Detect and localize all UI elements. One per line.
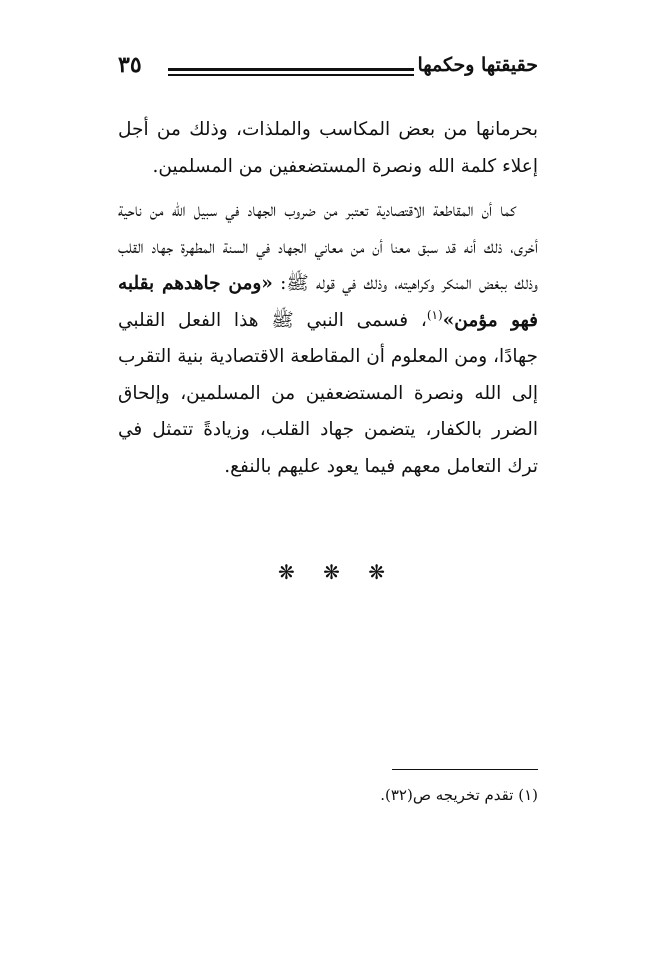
paragraph-1: بحرمانها من بعض المكاسب والملذات، وذلك من أجل إعلاء كلمة الله ونصرة المستضعفين من المسلمين. (118, 119, 538, 177)
hadith-quote: «ومن جاهدهم بقلبه فهو مؤمن» (118, 273, 538, 331)
running-header (118, 52, 538, 88)
page-number: ٣٥ (118, 52, 142, 78)
paragraph-2 (118, 193, 538, 485)
footnote-rule (392, 769, 538, 770)
header-rule (168, 68, 414, 76)
running-title: حقيقتها وحكمها (417, 54, 538, 76)
paragraph-2-text-b: ، فسمى النبي ﷺ هذا الفعل القلبي جهادًا، ومن المعلوم أن المقاطعة الاقتصادية بنية التقرب إلى الله ونصرة المستضعفين من المسلمين، وإلحاق الضرر بالكفار، يتضمن جهاد القلب، وزيادةً تتمثل في ترك التعامل معهم فيما يعود عليهم بالنفع. (117, 309, 538, 477)
section-ornament: ❋ ❋ ❋ (278, 560, 385, 584)
paragraph-2-text-a: كما أن المقاطعة الاقتصادية تعتبر من ضروب الجهاد في سبيل الله من ناحية أخرى، ذلك أنه قد سبق معنا أن من معاني الجهاد في السنة المطهرة جهاد القلب وذلك ببغض المنكر وكراهيته، وذلك في قوله ﷺ: (118, 200, 538, 294)
footnote-reference[interactable]: (١) (426, 307, 443, 322)
footnote: (١) تقدم تخريجه ص(٣٢). (380, 786, 538, 804)
body-text (118, 112, 538, 485)
